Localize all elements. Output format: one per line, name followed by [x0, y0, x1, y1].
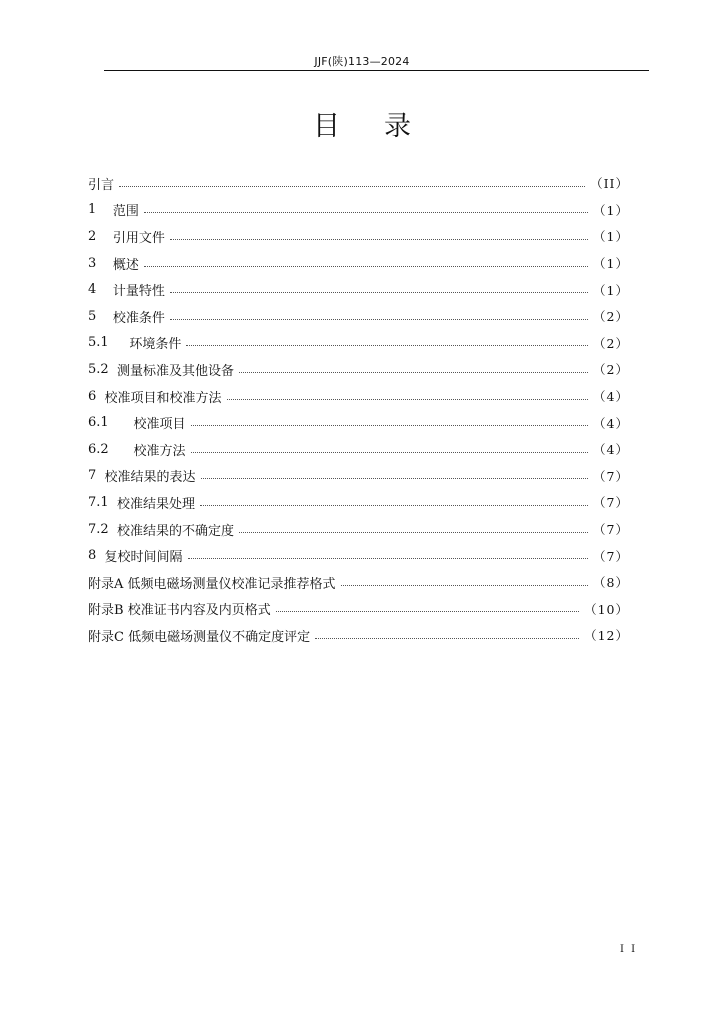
toc-entry-spacer — [96, 548, 104, 563]
toc-leader-dots — [170, 292, 588, 293]
toc-entry-label: 引言 — [88, 177, 115, 193]
toc-entry-page: （4） — [593, 415, 629, 431]
toc-entry-page: （2） — [593, 335, 629, 351]
toc-leader-dots — [188, 558, 588, 559]
toc-entry-label: 计量特性 — [112, 284, 165, 300]
toc-entry-number: 6.1 — [88, 415, 109, 431]
toc-entry[interactable] — [88, 197, 629, 224]
toc-entry[interactable] — [88, 383, 629, 410]
toc-entry-number: 7 — [88, 468, 97, 484]
toc-entry[interactable] — [88, 463, 629, 490]
toc-entry-spacer — [109, 415, 134, 430]
toc-entry-number: 附录C — [88, 629, 124, 645]
toc-entry[interactable] — [88, 170, 629, 197]
toc-entry-page: （10） — [584, 601, 629, 617]
toc-leader-dots — [191, 425, 589, 426]
toc-leader-dots — [315, 638, 579, 639]
toc-entry-number: 7.2 — [88, 521, 109, 537]
toc-entry[interactable] — [88, 409, 629, 436]
toc-entry-page: （1） — [593, 282, 629, 298]
toc-entry-number: 1 — [88, 202, 97, 218]
toc-entry-page: （12） — [584, 628, 629, 644]
toc-entry-number: 5 — [88, 308, 97, 324]
toc-entry-number: 附录B — [88, 603, 124, 619]
toc-entry-label: 复校时间间隔 — [104, 550, 183, 566]
page-number: I I — [620, 944, 638, 955]
toc-entry-label: 校准结果处理 — [116, 496, 195, 512]
toc-entry[interactable] — [88, 596, 629, 623]
toc-entry[interactable] — [88, 330, 629, 357]
toc-entry-label: 校准结果的不确定度 — [116, 523, 234, 539]
toc-entry-page: （2） — [593, 362, 629, 378]
toc-entry[interactable] — [88, 516, 629, 543]
toc-entry[interactable] — [88, 436, 629, 463]
toc-leader-dots — [170, 319, 588, 320]
toc-entry-page: （7） — [593, 522, 629, 538]
toc-entry-label: 范围 — [112, 204, 139, 220]
toc-leader-dots — [186, 345, 588, 346]
toc-leader-dots — [276, 611, 579, 612]
toc-entry-number: 8 — [88, 548, 97, 564]
toc-entry-spacer — [109, 442, 134, 457]
toc-entry-label: 低频电磁场测量仪不确定度评定 — [128, 629, 311, 645]
toc-entry-page: （1） — [593, 202, 629, 218]
toc-entry-page: （7） — [593, 468, 629, 484]
toc-leader-dots — [341, 585, 589, 586]
toc-entry-number: 7.1 — [88, 494, 109, 510]
toc-leader-dots — [200, 505, 588, 506]
toc-entry-spacer — [96, 256, 113, 271]
toc-entry-label: 引用文件 — [112, 230, 165, 246]
toc-leader-dots — [239, 372, 588, 373]
toc-leader-dots — [191, 452, 589, 453]
toc-entry-label: 校准项目 — [133, 417, 186, 433]
toc-entry-label: 低频电磁场测量仪校准记录推荐格式 — [127, 576, 336, 592]
toc-entry[interactable] — [88, 250, 629, 277]
table-of-contents — [88, 170, 629, 649]
toc-entry-label: 校准证书内容及内页格式 — [127, 603, 271, 619]
toc-entry-label: 概述 — [112, 257, 139, 273]
toc-entry-spacer — [96, 229, 113, 244]
toc-entry-label: 校准方法 — [133, 443, 186, 459]
toc-entry-page: （II） — [590, 176, 629, 192]
toc-entry-spacer — [109, 362, 117, 377]
toc-leader-dots — [170, 239, 588, 240]
toc-entry-spacer — [96, 282, 113, 297]
toc-entry-spacer — [96, 309, 113, 324]
toc-entry-number: 4 — [88, 282, 97, 298]
toc-entry-number: 附录A — [88, 576, 124, 592]
toc-entry-page: （1） — [593, 256, 629, 272]
toc-entry[interactable] — [88, 622, 629, 649]
toc-leader-dots — [119, 186, 585, 187]
page-title: 目录 — [313, 111, 455, 142]
toc-entry[interactable] — [88, 542, 629, 569]
toc-entry-number: 6.2 — [88, 441, 109, 457]
toc-entry[interactable] — [88, 489, 629, 516]
toc-entry-page: （4） — [593, 389, 629, 405]
toc-leader-dots — [201, 478, 588, 479]
toc-entry[interactable] — [88, 303, 629, 330]
header-rule — [104, 70, 649, 71]
toc-entry-page: （7） — [593, 548, 629, 564]
toc-entry-spacer — [96, 389, 104, 404]
toc-entry-spacer — [109, 335, 130, 350]
toc-entry-page: （2） — [593, 309, 629, 325]
toc-entry-label: 校准结果的表达 — [104, 470, 196, 486]
toc-entry-number: 6 — [88, 388, 97, 404]
toc-entry-number: 3 — [88, 255, 97, 271]
toc-entry-label: 校准项目和校准方法 — [104, 390, 222, 406]
toc-entry-spacer — [96, 468, 104, 483]
toc-entry-page: （8） — [593, 575, 629, 591]
toc-entry-label: 测量标准及其他设备 — [116, 363, 234, 379]
toc-entry-number: 5.2 — [88, 361, 109, 377]
toc-entry-spacer — [109, 522, 117, 537]
toc-entry-number: 5.1 — [88, 335, 109, 351]
toc-entry-page: （1） — [593, 229, 629, 245]
toc-entry[interactable] — [88, 223, 629, 250]
toc-entry[interactable] — [88, 356, 629, 383]
toc-entry-label: 环境条件 — [129, 337, 182, 353]
toc-entry-page: （4） — [593, 442, 629, 458]
toc-entry[interactable] — [88, 276, 629, 303]
toc-entry-number: 2 — [88, 228, 97, 244]
toc-entry-label: 校准条件 — [112, 310, 165, 326]
toc-leader-dots — [144, 266, 588, 267]
toc-entry-page: （7） — [593, 495, 629, 511]
toc-leader-dots — [227, 399, 588, 400]
toc-entry-spacer — [109, 495, 117, 510]
toc-leader-dots — [239, 532, 588, 533]
document-code-header: JJF(陕)113—2024 — [314, 55, 410, 68]
toc-leader-dots — [144, 212, 588, 213]
toc-entry-spacer — [96, 202, 113, 217]
toc-entry[interactable] — [88, 569, 629, 596]
